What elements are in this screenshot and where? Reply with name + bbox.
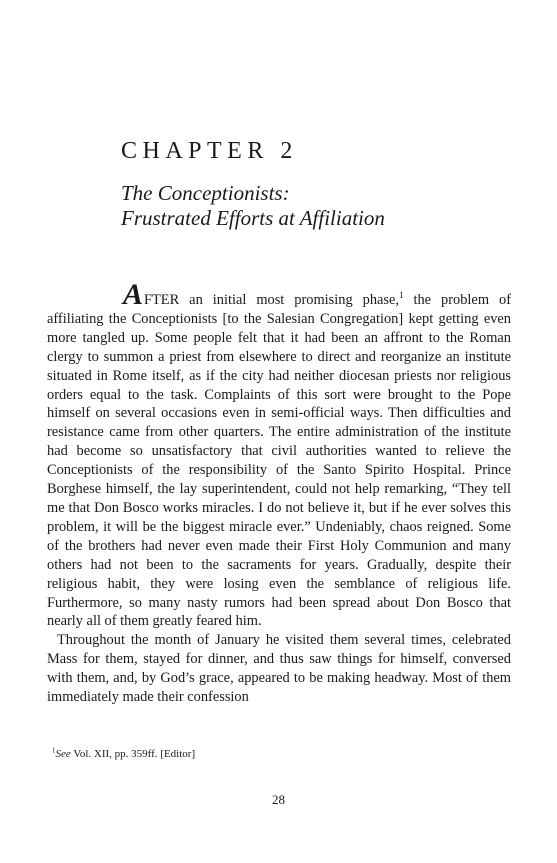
- chapter-title-line-2: Frustrated Efforts at Affiliation: [121, 206, 385, 230]
- chapter-title-line-1: The Conceptionists:: [121, 181, 290, 205]
- drop-cap: A: [123, 278, 144, 311]
- chapter-title: [121, 181, 385, 231]
- page-number: 28: [272, 792, 285, 807]
- body-text: [47, 278, 511, 707]
- footnote-see: See: [55, 748, 71, 760]
- footnote: [52, 747, 195, 761]
- paragraph-2: Throughout the month of January he visited them several times, celebrated Mass for them, stayed for dinner, and thus saw things for himself, conversed with them, and, by God’s grace, appeared to be making headway. Most of them immediately made their confession: [47, 632, 511, 706]
- footnote-reference[interactable]: 1: [399, 290, 404, 301]
- paragraph-1: [47, 278, 511, 631]
- footnote-number: 1: [52, 746, 56, 755]
- paragraph-1-text: the problem of affiliating the Conceptionists [to the Salesian Congregation] kept getting even more tangled up. Some people felt that it had been an affront to the Roman clergy to summon a priest from elsewhere to direct and reorganize an institute situated in Rome itself, as if the city had neither diocesan priests nor religious orders equal to the task. Complaints of this sort were brought to the Pope himself on several occasions even in semi-official ways. Then difficulties and resistance came from other quarters. The entire administration of the institute had become so unsatisfactory that civil authorities wanted to relieve the Conceptionists of the responsibility of the Santo Spirito Hospital. Prince Borghese himself, the lay superintendent, could not help remarking, “They tell me that Don Bosco works miracles. I do not believe it, but if he ever solves this problem, it will be the biggest miracle ever.” Undeniably, chaos reigned. Some of the brothers had never even made their First Holy Communion and many others had not been to the sacraments for years. Gradually, despite their religious habit, they were losing even the semblance of religious life. Furthermore, so many nasty rumors had been spread about Don Bosco that nearly all of them greatly feared him.: [47, 292, 511, 630]
- opening-words: FTER an initial most promising phase,: [144, 292, 399, 308]
- chapter-label: CHAPTER 2: [121, 138, 298, 164]
- footnote-text: Vol. XII, pp. 359ff. [Editor]: [70, 748, 196, 760]
